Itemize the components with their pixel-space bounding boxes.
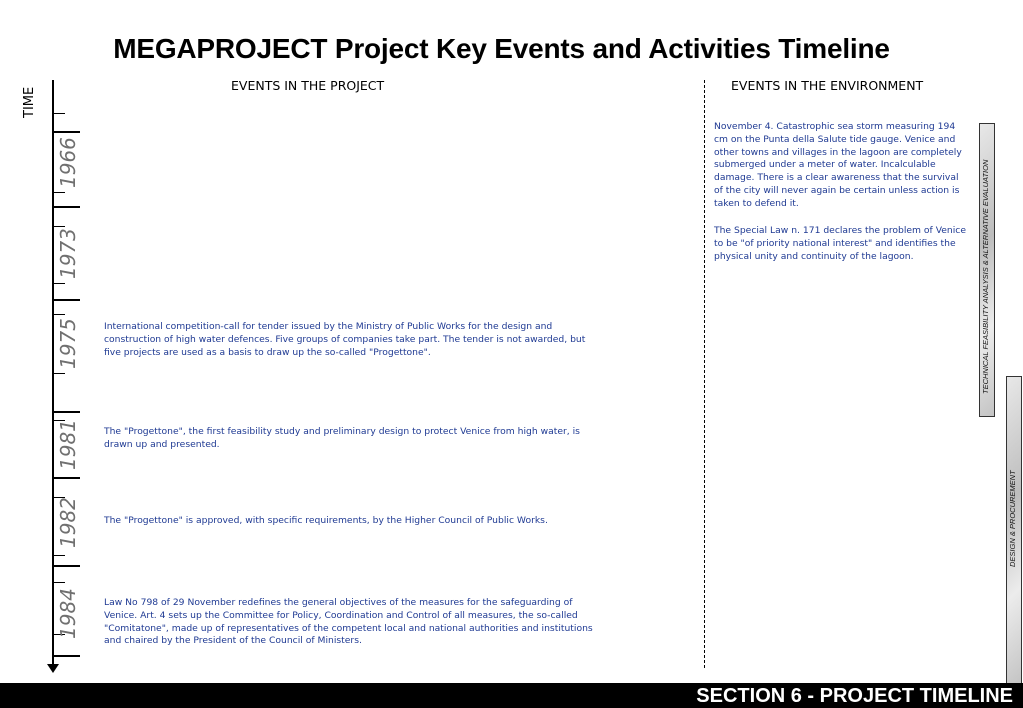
section-title: SECTION 6 - PROJECT TIMELINE: [696, 685, 1013, 707]
phase-design-label: DESIGN & PROCUREMENT: [1008, 470, 1017, 567]
project-events-header: EVENTS IN THE PROJECT: [231, 78, 385, 93]
axis-tick: [53, 226, 65, 227]
time-axis-label-text: TIME: [22, 86, 37, 118]
project-event: The "Progettone", the first feasibility study and preliminary design to protect Venice from high water, is drawn up and presented.: [104, 426, 580, 450]
phase-feasibility-bar: [979, 123, 995, 417]
axis-tick: [53, 131, 80, 133]
axis-tick: [53, 314, 65, 315]
axis-tick: [53, 555, 65, 556]
column-divider: [704, 80, 705, 668]
axis-tick: [53, 565, 80, 567]
phase-feasibility-label: TECHNICAL FEASIBILITY ANALYSIS & ALTERNATIVE EVALUATION: [981, 159, 990, 394]
environment-event: The Special Law n. 171 declares the problem of Venice to be "of priority national interest" and identifies the physical unity and continuity of the lagoon.: [714, 225, 966, 262]
timeline-axis: [52, 80, 54, 668]
footer-bar: [0, 683, 1023, 708]
project-event: International competition-call for tender issued by the Ministry of Public Works for the design and construction of high water defences. Five groups of companies take part. The tender is not awarded, but five projects are used as a basis to draw up the so-called "Progettone".: [104, 321, 586, 358]
axis-tick: [53, 113, 65, 114]
axis-tick: [53, 582, 65, 583]
project-event: The "Progettone" is approved, with specific requirements, by the Higher Council of Public Works.: [104, 515, 548, 526]
timeline-arrow-icon: [47, 664, 59, 673]
axis-tick: [53, 477, 80, 479]
axis-tick: [53, 299, 80, 301]
environment-event: November 4. Catastrophic sea storm measuring 194 cm on the Punta della Salute tide gauge. Venice and other towns and villages in the lagoon are completely submerged under a meter of water. Incalculable damage. There is a clear awareness that the survival of the city will never again be certain unless action is taken to defend it.: [714, 121, 962, 209]
axis-tick: [53, 655, 80, 657]
environment-events-header: EVENTS IN THE ENVIRONMENT: [731, 78, 924, 93]
axis-tick: [53, 373, 65, 374]
axis-tick: [53, 192, 65, 193]
page-title: MEGAPROJECT Project Key Events and Activities Timeline: [113, 33, 890, 64]
axis-tick: [53, 283, 65, 284]
project-event: Law No 798 of 29 November redefines the general objectives of the measures for the safeguarding of Venice. Art. 4 sets up the Committee for Policy, Coordination and Control of all measures, the so-called "Comitatone", made up of representatives of the competent local and national authorities and institutions and chaired by the President of the Council of Ministers.: [104, 597, 593, 647]
axis-tick: [53, 411, 80, 413]
axis-tick: [53, 206, 80, 208]
phase-design-bar: [1006, 376, 1022, 684]
time-axis-label: [22, 86, 62, 118]
